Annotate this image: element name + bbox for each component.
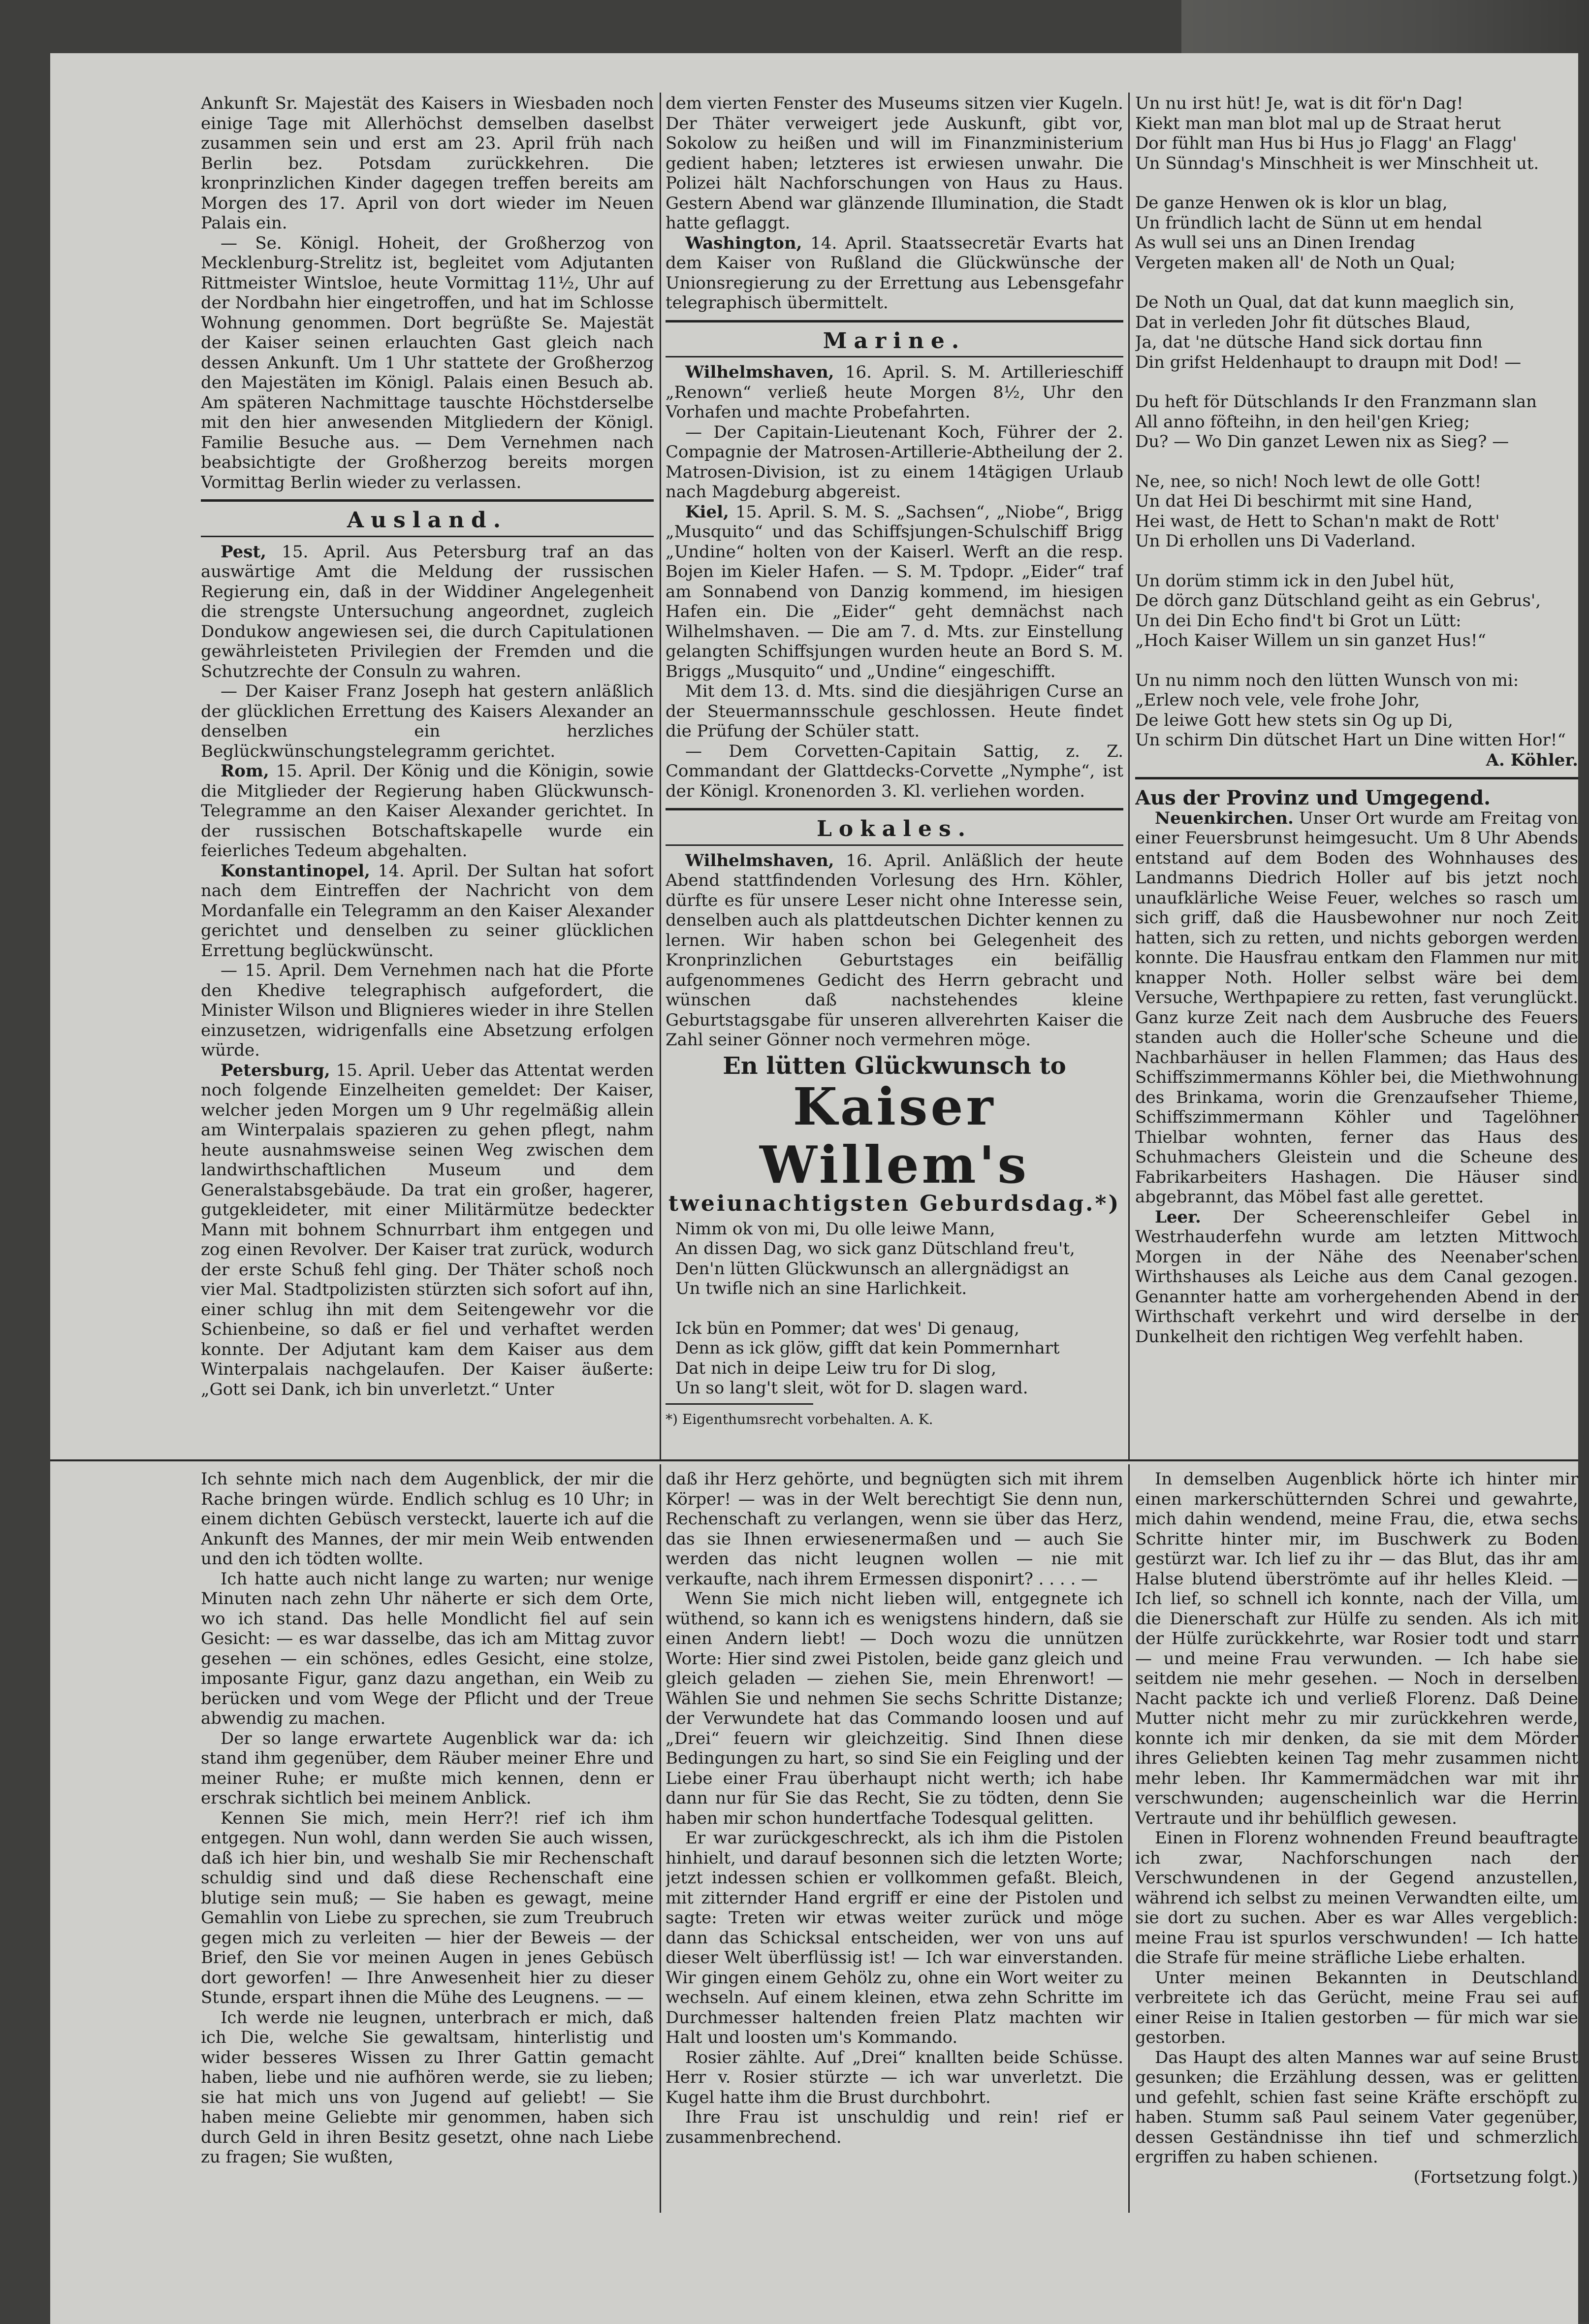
- article-text: Ankunft Sr. Majestät des Kaisers in Wiesbaden noch einige Tage mit Allerhöchst demselben daselbst zusammen sein und erst am 23. April früh nach Berlin bez. Potsdam zurückkehren. Die kronprinzlichen Kinder dagegen treffen bereits am Morgen des 17. April von dort wieder im Neuen Palais ein.: [201, 94, 654, 233]
- dateline: Pest,: [221, 542, 266, 562]
- column-3: [1135, 94, 1578, 1457]
- poem-banner-line-3: tweiunachtigsten Geburdsdag.*): [668, 1191, 1121, 1216]
- story-text: Wenn Sie mich nicht lieben will, entgegnete ich wüthend, so kann ich es wenigstens hindern, daß sie einen Andern liebt! — Doch wozu die unnützen Worte: Hier sind zwei Pistolen, beide ganz gleich und gleich geladen — ziehen Sie, mein Ehrenwort! — Wählen Sie und nehmen Sie sechs Schritte Distanze; der Verwundete hat das Commando loosen und auf „Drei“ feuern wir gleichzeitig. Sind Ihnen diese Bedingungen zu hart, so sind Sie ein Feigling und der Liebe einer Frau überhaupt nicht werth; ich habe dann nur für Sie das Recht, Sie zu tödten, denn Sie haben mir schon hundertfache Todesqual gelitten.: [666, 1589, 1123, 1828]
- poem-line: Un schirm Din dütschet Hart un Dine witten Hor!“: [1135, 730, 1566, 750]
- poem-line: Un dat Hei Di beschirmt mit sine Hand,: [1135, 491, 1473, 511]
- story-text: Unter meinen Bekannten in Deutschland verbreitete ich das Gerücht, meine Frau sei auf einer Reise in Italien gestorben — für mich war sie gestorben.: [1135, 1968, 1578, 2047]
- article-text: — Dem Corvetten-Capitain Sattig, z. Z. Commandant der Glattdecks-Corvette „Nymphe“, ist der Königl. Kronenorden 3. Kl. verliehen worden.: [666, 741, 1123, 801]
- section-heading-marine: Marine.: [823, 328, 966, 354]
- poem-line: Un nu nimm noch den lütten Wunsch von mi:: [1135, 670, 1519, 690]
- story-text: In demselben Augenblick hörte ich hinter mir einen markerschütternden Schrei und gewahrte, mich dahin wendend, meine Frau, die, etwa sechs Schritte hinter mir, im Buschwerk zu Boden gestürzt war. Ich lief zu ihr — das Blut, das ihr am Halse blutend überströmte auf ihr helles Kleid. — Ich lief, so schnell ich konnte, nach der Villa, um die Dienerschaft zur Hülfe zu senden. Als ich mit der Hülfe zurückkehrte, war Rosier todt und starr — und meine Frau verwunden. — Ich habe sie seitdem nie mehr gesehen. — Noch in derselben Nacht packte ich und verließ Florenz. Daß Deine Mutter nicht mehr zu mir zurückkehren werde, konnte ich mir denken, da sie mit dem Mörder ihres Geliebten keinen Tag mehr zusammen nicht mehr leben. Ihr Kammermädchen war mit ihr verschwunden; augenscheinlich war die Herrin Vertraute und ihr behülflich gewesen.: [1135, 1469, 1578, 1828]
- dateline: Petersburg,: [221, 1060, 330, 1080]
- poem-line: Ne, nee, so nich! Noch lewt de olle Gott!: [1135, 471, 1482, 491]
- story-text: Ich sehnte mich nach dem Augenblick, der mir die Rache bringen würde. Endlich schlug es 10 Uhr; in einem dichten Gebüsch versteckt, lauerte ich auf die Ankunft des Mannes, der mir mein Weib entwenden und den ich tödten wollte.: [201, 1469, 654, 1569]
- dateline: Leer.: [1155, 1207, 1201, 1227]
- poem-line: Dat in verleden Johr fit dütsches Blaud,: [1135, 312, 1471, 332]
- poem-line: Vergeten maken all' de Noth un Qual;: [1135, 253, 1456, 273]
- article-text: — 15. April. Dem Vernehmen nach hat die Pforte den Khedive telegraphisch aufgefordert, die Minister Wilson und Blignieres wieder in ihre Stellen einzusetzen, widrigenfalls eine Absetzung erfolgen würde.: [201, 961, 654, 1060]
- story-text: Ich werde nie leugnen, unterbrach er mich, daß ich Die, welche Sie gewaltsam, hinterlistig und wider besseres Wissen zu Ihrer Gattin gemacht haben, liebe und nie aufhören werde, sie zu lieben; sie hat mich uns von Jugend auf geliebt! — Sie haben meine Geliebte mir genommen, haben sich durch Geld in ihren Besitz gesetzt, ohne nach Liebe zu fragen; Sie wußten,: [201, 2007, 654, 2167]
- column-rule-1: [660, 93, 661, 1459]
- poem-line: Un dei Din Echo find't bi Grot un Lütt:: [1135, 611, 1462, 631]
- article-text: Washington, 14. April. Staatssecretär Evarts hat dem Kaiser von Rußland die Glückwünsche der Unionsregierung zu der Errettung aus Lebensgefahr telegraphisch übermittelt.: [666, 233, 1123, 313]
- dateline: Neuenkirchen.: [1155, 808, 1294, 828]
- column-rule-3: [660, 1464, 661, 2213]
- poem-line: Un so lang't sleit, wöt for D. slagen ward.: [675, 1378, 1028, 1398]
- footnote: *) Eigenthumsrecht vorbehalten. A. K.: [666, 1411, 933, 1427]
- section-heading-provinz: Aus der Provinz und Umgegend.: [1135, 786, 1491, 809]
- article-text: Petersburg, 15. April. Ueber das Attentat werden noch folgende Einzelheiten gemeldet: Der Kaiser, welcher jeden Morgen um 9 Uhr regelmäßig allein am Winterpalais spazieren zu gehen pflegt, nahm heute ausnahmsweise seinen Weg zwischen dem landwirthschaftlichen Museum und dem Generalstabsgebäude. Da trat ein großer, hagerer, gutgekleideter, mit einer Militärmütze bedeckter Mann mit bohnem Schnurrbart ihm entgegen und zog einen Revolver. Der Kaiser trat zurück, wodurch der erste Schuß fehl ging. Der Thäter schoß noch vier Mal. Stadtpolizisten stürzten sich sofort auf ihn, einer schlug ihn mit dem Seitengewehr vor die Schienbeine, so daß er fiel und verhaftet werden konnte. Der Adjutant kam dem Kaiser aus dem Winterpalais nachgelaufen. Der Kaiser äußerte: „Gott sei Dank, ich bin unverletzt.“ Unter: [201, 1060, 654, 1399]
- poem-line: „Hoch Kaiser Willem un sin ganzet Hus!“: [1135, 631, 1486, 650]
- poem-banner-line-1: En lütten Glückwunsch to: [723, 1052, 1066, 1080]
- article-text: Leer. Der Scheerenschleifer Gebel in Westrhauderfehn wurde am letzten Mittwoch Morgen in der Nähe des Neenaber'schen Wirthshauses als Leiche aus dem Canal gezogen. Genannter hatte am vorhergehenden Abend in der Wirthschaft verkehrt und wird derselbe in der Dunkelheit den richtigen Weg verfehlt haben.: [1135, 1207, 1578, 1347]
- poem-line: Dor fühlt man Hus bi Hus jo Flagg' an Flagg': [1135, 133, 1517, 153]
- story-text: Er war zurückgeschreckt, als ich ihm die Pistolen hinhielt, und darauf besonnen sich die letzten Worte; jetzt indessen schien er vollkommen gefaßt. Bleich, mit zitternder Hand ergriff er eine der Pistolen und sagte: Treten wir etwas weiter zurück und möge dann das Schicksal entscheiden, wer von uns auf dieser Welt überflüssig ist! — Ich war einverstanden. Wir gingen einem Gehölz zu, ohne ein Wort weiter zu wechseln. Auf einem kleinen, etwa zehn Schritte im Durchmesser haltenden freien Platz machten wir Halt und loosten um's Kommando.: [666, 1828, 1123, 2047]
- dateline: Konstantinopel,: [221, 861, 370, 881]
- story-text: daß ihr Herz gehörte, und begnügten sich mit ihrem Körper! — was in der Welt berechtigt Sie denn nun, Rechenschaft zu verlangen, wenn sie über das Herz, das sie Ihnen erwiesenermaßen und — auch Sie werden das nicht leugnen wollen — nie mit verkaufte, nach ihrem Ermessen disponirt? . . . . —: [666, 1469, 1123, 1589]
- section-heading-ausland: Ausland.: [347, 508, 508, 533]
- poem-line: De dörch ganz Dütschland geiht as ein Gebrus',: [1135, 591, 1541, 611]
- story-text: Das Haupt des alten Mannes war auf seine Brust gesunken; die Erzählung dessen, was er gelitten und gefehlt, schien fast seine Kräfte erschöpft zu haben. Stumm saß Paul seinem Vater gegenüber, dessen Geständnisse ihn tief und schmerzlich ergriffen zu haben schienen.: [1135, 2047, 1578, 2167]
- poem-line: Un twifle nich an sine Harlichkeit.: [675, 1279, 967, 1298]
- article-text: — Der Capitain-Lieutenant Koch, Führer der 2. Compagnie der Matrosen-Artillerie-Abtheilung der 2. Matrosen-Division, ist zu einem 14tägigen Urlaub nach Magdeburg abgereist.: [666, 422, 1123, 502]
- column-2: [666, 94, 1123, 1457]
- article-text: Konstantinopel, 14. April. Der Sultan hat sofort nach dem Eintreffen der Nachricht von dem Mordanfalle ein Telegramm an den Kaiser Alexander gerichtet und denselben zu seiner glücklichen Errettung beglückwünscht.: [201, 861, 654, 961]
- feuilleton-column-1: [201, 1469, 654, 2213]
- article-text: Mit dem 13. d. Mts. sind die diesjährigen Curse an der Steuermannsschule geschlossen. Heute findet die Prüfung der Schüler statt.: [666, 681, 1123, 741]
- article-text: — Se. Königl. Hoheit, der Großherzog von Mecklenburg-Strelitz ist, begleitet vom Adjutanten Rittmeister Wintsloe, heute Vormittag 11½, Uhr auf der Nordbahn hier eingetroffen, und hat im Schlosse Wohnung genommen. Dort begrüßte Se. Majestät der Kaiser seinen erlauchten Gast gleich nach dessen Ankunft. Um 1 Uhr stattete der Großherzog den Majestäten im Königl. Palais einen Besuch ab. Am späteren Nachmittage tauschte Höchstderselbe mit den hier anwesenden Mitgliedern der Königl. Familie Besuche aus. — Dem Vernehmen nach beabsichtigte der Großherzog bereits morgen Vormittag Berlin wieder zu verlassen.: [201, 233, 654, 492]
- feuilleton-column-2: [666, 1469, 1123, 2213]
- footnote-divider: [666, 1403, 813, 1405]
- poem-line: Un fründlich lacht de Sünn ut em hendal: [1135, 213, 1482, 233]
- section-heading-lokales: Lokales.: [816, 816, 973, 841]
- poem-line: Du? — Wo Din ganzet Lewen nix as Sieg? —: [1135, 432, 1509, 452]
- section-divider: [1135, 777, 1578, 779]
- story-text: Rosier zählte. Auf „Drei“ knallten beide Schüsse. Herr v. Rosier stürzte — ich war unverletzt. Die Kugel hatte ihm die Brust durchbohrt.: [666, 2047, 1123, 2107]
- section-divider: [666, 320, 1123, 323]
- poem-line: Ja, dat 'ne dütsche Hand sick dortau finn: [1135, 332, 1483, 352]
- column-rule-4: [1128, 1464, 1130, 2213]
- poem-line: Nimm ok von mi, Du olle leiwe Mann,: [675, 1219, 995, 1239]
- article-text: dem vierten Fenster des Museums sitzen vier Kugeln. Der Thäter verweigert jede Auskunft, gibt vor, Sokolow zu heißen und will im Finanzministerium gedient haben; letzteres ist erwiesen unwahr. Die Polizei hält Nachforschungen von Haus zu Haus. Gestern Abend war glänzende Illumination, die Stadt hatte geflaggt.: [666, 94, 1123, 233]
- poem-block: [666, 1219, 1123, 1398]
- section-divider: [666, 808, 1123, 810]
- poem-line: Denn as ick glöw, gifft dat kein Pommernhart: [675, 1338, 1060, 1358]
- poem-continuation: [1135, 94, 1578, 770]
- article-text: Wilhelmshaven, 16. April. S. M. Artillerieschiff „Renown“ verließ heute Morgen 8½, Uhr den Vorhafen und machte Probefahrten.: [666, 362, 1123, 422]
- story-text: Der so lange erwartete Augenblick war da: ich stand ihm gegenüber, dem Räuber meiner Ehre und meiner Ruhe; er mußte mich kennen, denn er erschrak sichtlich bei meinem Anblick.: [201, 1728, 654, 1808]
- article-text: Wilhelmshaven, 16. April. Anläßlich der heute Abend stattfindenden Vorlesung des Hrn. Köhler, dürfte es für unsere Leser nicht ohne Interesse sein, denselben auch als plattdeutschen Dichter kennen zu lernen. Wir haben schon bei Gelegenheit des Kronprinzlichen Geburtstages ein beifällig aufgenommenes Gedicht des Herrn gebracht und wünschen daß nachstehendes kleine Geburtstagsgabe für unseren allverehrten Kaiser die Zahl seiner Gönner noch vermehren möge.: [666, 850, 1123, 1050]
- feuilleton-column-3: [1135, 1469, 1578, 2213]
- section-divider: [201, 499, 654, 502]
- dateline: Wilhelmshaven,: [685, 362, 834, 382]
- dateline: Washington,: [685, 233, 802, 253]
- poem-line: Du heft för Dütschlands Ir den Franzmann slan: [1135, 392, 1537, 412]
- column-1: [201, 94, 654, 1457]
- poem-signature: A. Köhler.: [1486, 750, 1578, 770]
- poem-line: „Erlew noch vele, vele frohe Johr,: [1135, 690, 1420, 710]
- article-text: — Der Kaiser Franz Joseph hat gestern anläßlich der glücklichen Errettung des Kaisers Alexander an denselben ein herzliches Beglückwünschungstelegramm gerichtet.: [201, 681, 654, 761]
- poem-line: Din grifst Heldenhaupt to draupn mit Dod! —: [1135, 352, 1522, 372]
- poem-line: Ick bün en Pommer; dat wes' Di genaug,: [675, 1318, 1019, 1338]
- poem-line: Un Sünndag's Minschheit is wer Minschheit ut.: [1135, 153, 1539, 173]
- article-text: Rom, 15. April. Der König und die Königin, sowie die Mitglieder der Regierung haben Glückwunsch-Telegramme an den Kaiser Alexander gerichtet. In der russischen Botschaftskapelle wurde ein feierliches Tedeum abgehalten.: [201, 761, 654, 861]
- article-text: Neuenkirchen. Unser Ort wurde am Freitag von einer Feuersbrunst heimgesucht. Um 8 Uhr Abends entstand auf dem Boden des Wohnhauses des Landmanns Diedrich Holler auf bis jetzt noch unaufklärliche Weise Feuer, welches so rasch um sich griff, daß die Hausbewohner nur noch Zeit hatten, sich zu retten, und nichts geborgen werden konnte. Die Hausfrau entkam den Flammen nur mit knapper Noth. Holler selbst wäre bei dem Versuche, Werthpapiere zu retten, fast verunglückt. Ganz kurze Zeit nach dem Ausbruche des Feuers standen auch die Holler'sche Scheune und die Nachbarhäuser in hellen Flammen; das Haus des Schiffszimmermanns Köhler bei, die Miethwohnung des Brinkama, worin die Grenzaufseher Thieme, Schiffszimmermann Köhler und Tagelöhner Thielbar wohnten, ferner das Haus des Schuhmachers Gleistein und die Scheune des Fabrikarbeiters Hashagen. Die Häuser sind abgebrannt, das Möbel fast alle gerettet.: [1135, 808, 1578, 1207]
- dateline: Rom,: [221, 761, 269, 781]
- newspaper-page: [50, 53, 1578, 2324]
- poem-banner-title: Kaiser Willem's: [759, 1076, 1030, 1195]
- poem-line: De Noth un Qual, dat dat kunn maeglich sin,: [1135, 292, 1515, 312]
- poem-line: Den'n lütten Glückwunsch an allergnädigst an: [675, 1259, 1069, 1279]
- poem-line: An dissen Dag, wo sick ganz Dütschland freu't,: [675, 1239, 1075, 1259]
- section-divider: [666, 356, 1123, 357]
- story-text: Kennen Sie mich, mein Herr?! rief ich ihm entgegen. Nun wohl, dann werden Sie auch wissen, daß ich hier bin, und weshalb Sie mir Rechenschaft schuldig sind und daß diese Rechenschaft eine blutige sein muß; — Sie haben es gewagt, meine Gemahlin von Liebe zu sprechen, sie zum Treubruch gegen mich zu verleiten — hier der Beweis — der Brief, den Sie vor meinen Augen in jenes Gebüsch dort geworfen! — Ihre Anwesenheit hier zu dieser Stunde, erspart ihnen die Mühe des Leugnens. — —: [201, 1808, 654, 2007]
- poem-line: De leiwe Gott hew stets sin Og up Di,: [1135, 710, 1453, 730]
- poem-line: Hei wast, de Hett to Schan'n makt de Rott': [1135, 511, 1500, 531]
- poem-line: Un Di erhollen uns Di Vaderland.: [1135, 531, 1416, 551]
- column-rule-2: [1128, 93, 1130, 1459]
- dateline: Wilhelmshaven,: [685, 850, 834, 871]
- poem-line: Dat nich in deipe Leiw tru for Di slog,: [675, 1358, 997, 1378]
- poem-line: As wull sei uns an Dinen Irendag: [1135, 233, 1416, 253]
- poem-line: Un nu irst hüt! Je, wat is dit för'n Dag!: [1135, 94, 1463, 113]
- story-text: Ihre Frau ist unschuldig und rein! rief er zusammenbrechend.: [666, 2107, 1123, 2147]
- article-text: Pest, 15. April. Aus Petersburg traf an das auswärtige Amt die Meldung der russischen Regierung ein, daß in der Widdiner Angelegenheit die strengste Untersuchung angeordnet, zugleich Dondukow angewiesen sei, die durch Capitulationen gewährleisteten Privilegien der Fremden und die Schutzrechte der Consuln zu wahren.: [201, 542, 654, 681]
- section-divider: [201, 536, 654, 537]
- feuilleton-separator: [50, 1459, 1578, 1461]
- poem-line: Kiekt man man blot mal up de Straat herut: [1135, 113, 1501, 133]
- dateline: Kiel,: [685, 502, 729, 522]
- poem-line: De ganze Henwen ok is klor un blag,: [1135, 193, 1448, 213]
- story-text: Ich hatte auch nicht lange zu warten; nur wenige Minuten nach zehn Uhr näherte er sich dem Orte, wo ich stand. Das helle Mondlicht fiel auf sein Gesicht: — es war dasselbe, das ich am Mittag zuvor gesehen — ein schönes, edles Gesicht, eine stolze, imposante Figur, ganz dazu angethan, ein Weib zu berücken und vom Wege der Pflicht und der Treue abwendig zu machen.: [201, 1569, 654, 1728]
- article-text: Kiel, 15. April. S. M. S. „Sachsen“, „Niobe“, Brigg „Musquito“ und das Schiffsjungen-Schulschiff Brigg „Undine“ holten von der Kaiserl. Werft an die resp. Bojen im Kieler Hafen. — S. M. Tpdopr. „Eider“ traf am Sonnabend von Danzig kommend, im hiesigen Hafen ein. Die „Eider“ geht demnächst nach Wilhelmshaven. — Die am 7. d. Mts. zur Einstellung gelangten Schiffsjungen wurden heute an Bord S. M. Briggs „Musquito“ und „Undine“ eingeschifft.: [666, 502, 1123, 681]
- story-text: Einen in Florenz wohnenden Freund beauftragte ich zwar, Nachforschungen nach der Verschwundenen in der Gegend anzustellen, während ich selbst zu meinen Verwandten eilte, um sie dort zu suchen. Aber es war Alles vergeblich: meine Frau ist spurlos verschwunden! — Ich hatte die Strafe für meine sträfliche Liebe erhalten.: [1135, 1828, 1578, 1968]
- poem-line: All anno föfteihn, in den heil'gen Krieg;: [1135, 412, 1470, 432]
- section-divider: [666, 844, 1123, 846]
- continued-note: (Fortsetzung folgt.): [1413, 2167, 1578, 2187]
- poem-line: Un dorüm stimm ick in den Jubel hüt,: [1135, 571, 1455, 591]
